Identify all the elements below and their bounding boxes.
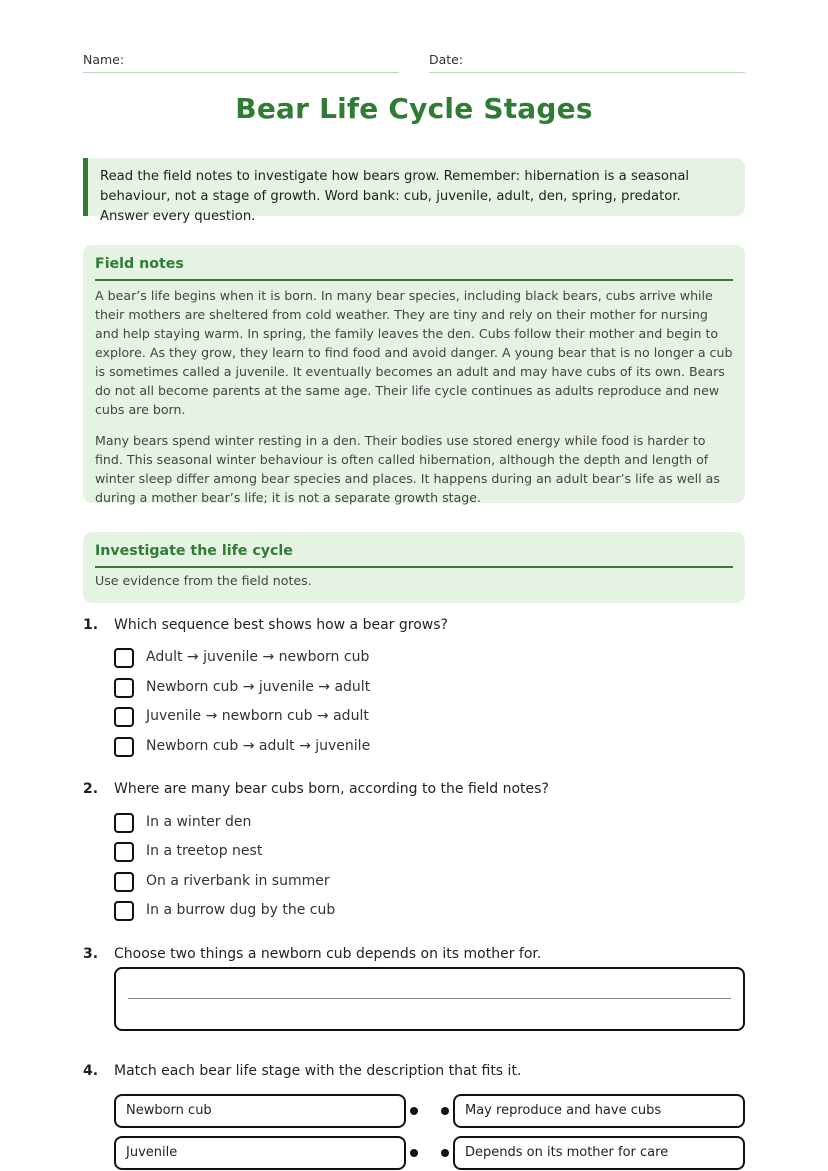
investigate-title: Investigate the life cycle bbox=[95, 542, 733, 568]
question-3 bbox=[83, 946, 745, 1040]
option-label: In a treetop nest bbox=[146, 843, 263, 859]
checkbox[interactable] bbox=[114, 901, 134, 921]
option-label: Juvenile → newborn cub → adult bbox=[146, 708, 369, 724]
question-2 bbox=[83, 781, 745, 921]
question-text: Where are many bear cubs born, according to the field notes? bbox=[114, 781, 549, 797]
checkbox[interactable] bbox=[114, 678, 134, 698]
question-text: Which sequence best shows how a bear grows? bbox=[114, 617, 448, 633]
match-dot[interactable] bbox=[410, 1149, 418, 1157]
question-text: Choose two things a newborn cub depends on its mother for. bbox=[114, 946, 542, 962]
name-field[interactable] bbox=[83, 52, 399, 73]
investigate-subtitle: Use evidence from the field notes. bbox=[95, 573, 312, 588]
question-number: 1. bbox=[83, 617, 99, 633]
match-dot[interactable] bbox=[441, 1149, 449, 1157]
field-notes-paragraph: Many bears spend winter resting in a den. Their bodies use stored energy while food is harder to find. This seasonal winter behaviour is often called hibernation, although the depth and length of winter sleep differ among bear species and places. It happens during an adult bear’s life as well as during a mother bear’s life; it is not a separate growth stage. bbox=[95, 433, 720, 505]
name-label: Name: bbox=[83, 52, 125, 67]
match-dot[interactable] bbox=[410, 1107, 418, 1115]
question-number: 4. bbox=[83, 1063, 99, 1079]
match-right-item[interactable]: Depends on its mother for care bbox=[453, 1136, 745, 1170]
field-notes-card bbox=[83, 245, 745, 503]
investigate-card bbox=[83, 532, 745, 603]
checkbox[interactable] bbox=[114, 648, 134, 668]
match-dot[interactable] bbox=[441, 1107, 449, 1115]
option-label: In a winter den bbox=[146, 814, 252, 830]
option-label: Newborn cub → juvenile → adult bbox=[146, 679, 371, 695]
checkbox[interactable] bbox=[114, 737, 134, 757]
answer-box[interactable] bbox=[114, 967, 745, 1031]
option-label: Adult → juvenile → newborn cub bbox=[146, 649, 370, 665]
question-text: Match each bear life stage with the description that fits it. bbox=[114, 1063, 522, 1079]
question-1 bbox=[83, 617, 745, 757]
option-label: On a riverbank in summer bbox=[146, 873, 330, 889]
question-number: 2. bbox=[83, 781, 99, 797]
date-field[interactable] bbox=[429, 52, 745, 73]
match-right-item[interactable]: May reproduce and have cubs bbox=[453, 1094, 745, 1128]
field-notes-title: Field notes bbox=[95, 255, 733, 281]
header-fields bbox=[83, 52, 745, 73]
option-label: In a burrow dug by the cub bbox=[146, 902, 336, 918]
match-left-item[interactable]: Newborn cub bbox=[114, 1094, 406, 1128]
field-notes-paragraph: A bear’s life begins when it is born. In many bear species, including black bears, cubs arrive while their mothers are sheltered from cold weather. They are tiny and rely on their mother for nursing and help staying warm. In spring, the family leaves the den. Cubs follow their mother and begin to explore. As they grow, they learn to find food and avoid danger. A young bear that is no longer a cub is sometimes called a juvenile. It eventually becomes an adult and may have cubs of its own. Bears do not all become parents at the same age. Their life cycle continues as adults reproduce and new cubs are born. bbox=[95, 288, 733, 417]
checkbox[interactable] bbox=[114, 872, 134, 892]
option-label: Newborn cub → adult → juvenile bbox=[146, 738, 371, 754]
checkbox[interactable] bbox=[114, 842, 134, 862]
answer-line bbox=[128, 998, 731, 999]
match-left-item[interactable]: Juvenile bbox=[114, 1136, 406, 1170]
question-number: 3. bbox=[83, 946, 99, 962]
question-4 bbox=[83, 1063, 745, 1171]
checkbox[interactable] bbox=[114, 813, 134, 833]
checkbox[interactable] bbox=[114, 707, 134, 727]
date-label: Date: bbox=[429, 52, 464, 67]
page-title: Bear Life Cycle Stages bbox=[235, 92, 593, 125]
intro-callout: Read the field notes to investigate how bears grow. Remember: hibernation is a seasonal behaviour, not a stage of growth. Word bank: cub, juvenile, adult, den, spring, predator. Answer every question. bbox=[83, 158, 745, 216]
